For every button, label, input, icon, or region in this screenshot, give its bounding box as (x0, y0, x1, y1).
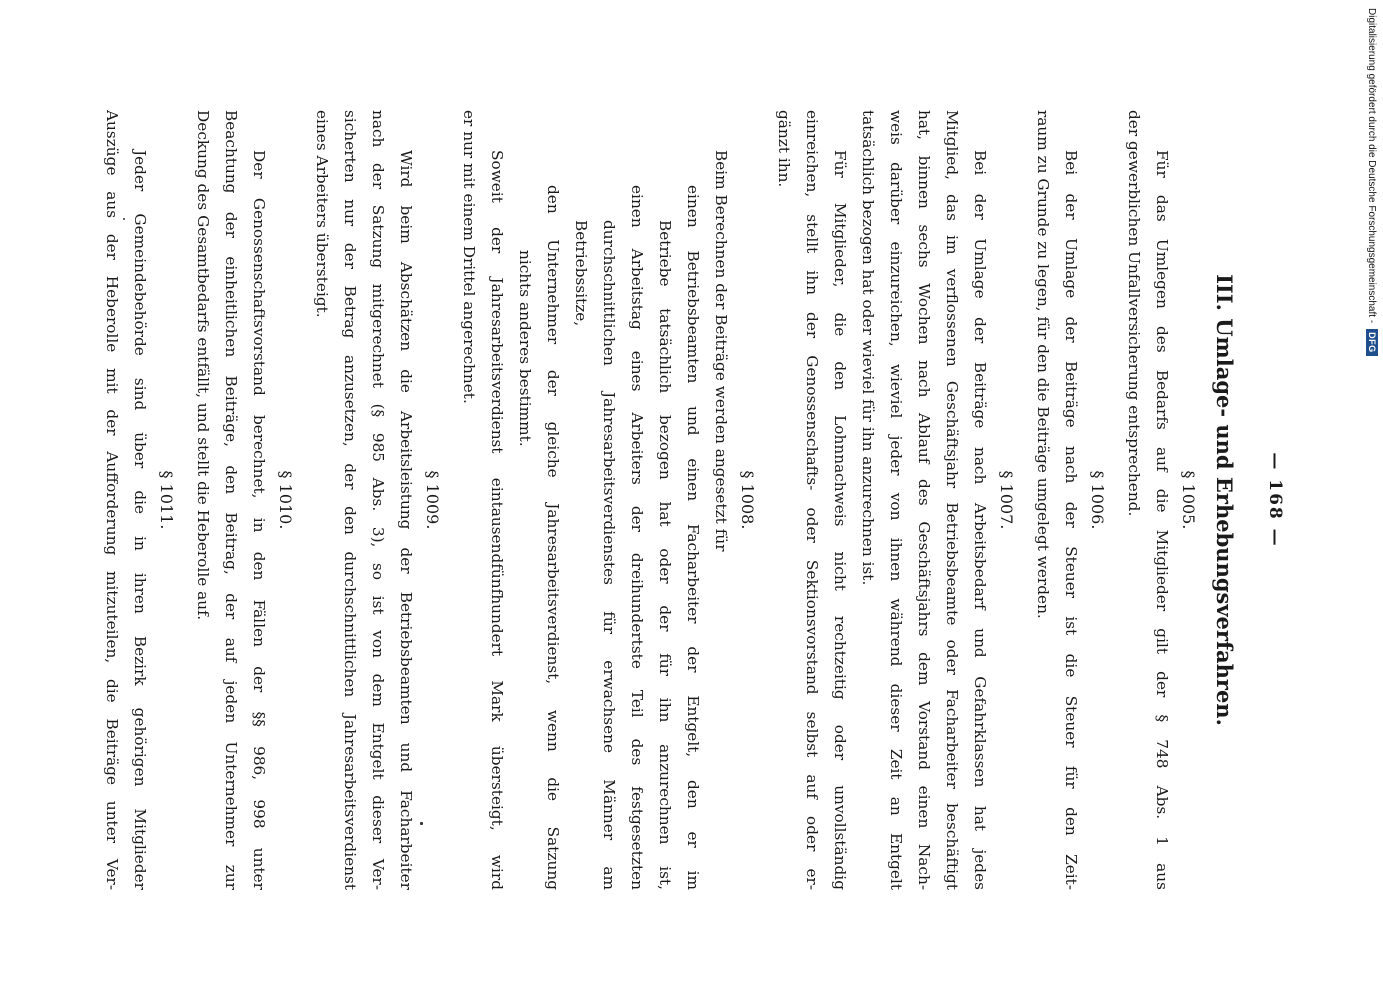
text-line: der gewerblichen Unfallversicherung entsprechend. (1125, 110, 1143, 517)
text-line: Beachtung der einheitlichen Beiträge, den Beitrag, der auf jeden Unternehmer zur (222, 110, 240, 890)
paragraph-heading: § 1008. (738, 470, 757, 530)
text-line: nichts anderes bestimmt. (516, 250, 534, 447)
text-line: raum zu Grunde zu legen, für den die Beiträge umgelegt werden. (1034, 110, 1052, 619)
text-line: durchschnittlichen Jahresarbeitsverdienstes für erwachsene Männer am (600, 220, 618, 890)
text-line: Jeder Gemeindebehörde sind über die in ihren Bezirk gehörigen Mitglieder (131, 150, 149, 890)
paragraph-heading: § 1010. (276, 470, 295, 530)
text-line: Auszüge aus der Heberolle mit der Aufforderung mitzuteilen, die Beiträge unter Ver- (103, 110, 121, 890)
text-line: Bei der Umlage der Beiträge nach der Steuer ist die Steuer für den Zeit- (1062, 150, 1080, 890)
text-line: einen Betriebsbeamten und einen Facharbeiter der Entgelt, den er im (684, 185, 702, 890)
text-line: Der Genossenschaftsvorstand berechnet, in den Fällen der §§ 986, 998 unter (250, 150, 268, 890)
paragraph-heading: § 1007. (997, 470, 1016, 530)
digitization-credit (1361, 8, 1383, 398)
text-line: Für Mitglieder, die den Lohnnachweis nicht rechtzeitig oder unvollständig (831, 150, 849, 890)
section-title: III. Umlage- und Erhebungsverfahren. (1212, 274, 1237, 726)
text-line: nach der Satzung mitgerechnet (§ 985 Abs. 3), so ist von dem Entgelt dieser Ver- (369, 110, 387, 890)
text-line: Betriebe tatsächlich bezogen hat oder der für ihn anzurechnen ist, (656, 220, 674, 890)
text-line: Deckung des Gesamtbedarfs entfällt, und stellt die Heberolle auf. (194, 110, 212, 621)
paragraph-heading: § 1011. (157, 470, 176, 530)
text-line: Wird beim Abschätzen die Arbeitsleistung der Betriebsbeamten und Facharbeiter (397, 150, 415, 890)
paragraph-heading: § 1005. (1179, 470, 1198, 530)
text-line: Für das Umlegen des Bedarfs auf die Mitglieder gilt der § 748 Abs. 1 aus (1153, 150, 1171, 890)
dfg-logo: DFG (1366, 329, 1378, 356)
credit-text: Digitalisierung gefördert durch die Deutsche Forschungsgemeinschaft - (1366, 8, 1378, 324)
text-line: hat, binnen sechs Wochen nach Ablauf des Geschäftsjahrs dem Vorstand einen Nach- (915, 110, 933, 890)
text-line: er nur mit einem Drittel angerechnet. (460, 110, 478, 404)
paragraph-sections (94, 110, 1198, 890)
text-line: gänzt ihn. (775, 110, 793, 188)
document-page (65, 110, 1285, 890)
scan-speck (123, 218, 125, 220)
text-line: einreichen, stellt ihn der Genossenschafts- oder Sektionsvorstand selbst auf oder er- (803, 110, 821, 890)
text-line: den Unternehmer der gleiche Jahresarbeitsverdienst, wenn die Satzung (544, 185, 562, 890)
page-number: — 168 — (1265, 452, 1285, 548)
text-line: Mitglied, das im verflossenen Geschäftsjahr Betriebsbeamte oder Facharbeiter beschäftigt (943, 110, 961, 890)
text-line: tatsächlich bezogen hat oder wieviel für ihn anzurechnen ist. (859, 110, 877, 586)
text-line: Soweit der Jahresarbeitsverdienst eintausendfünfhundert Mark übersteigt, wird (488, 150, 506, 890)
text-line: Beim Berechnen der Beiträge werden angesetzt für (712, 150, 730, 552)
paragraph-heading: § 1006. (1088, 470, 1107, 530)
text-line: weis darüber einzureichen, wieviel jeder von ihnen während dieser Zeit an Entgelt (887, 110, 905, 890)
paragraph-heading: § 1009. (423, 470, 442, 530)
text-line: einen Arbeitstag eines Arbeiters der dreihundertste Teil des festgesetzten (628, 185, 646, 890)
scan-speck (420, 822, 423, 825)
text-line: sicherten nur der Betrag anzusetzen, der den durchschnittlichen Jahresarbeitsverdienst (341, 110, 359, 890)
text-line: eines Arbeiters übersteigt. (313, 110, 331, 318)
text-line: Bei der Umlage der Beiträge nach Arbeitsbedarf und Gefahrklassen hat jedes (971, 150, 989, 890)
text-line: Betriebssitze, (572, 220, 590, 327)
